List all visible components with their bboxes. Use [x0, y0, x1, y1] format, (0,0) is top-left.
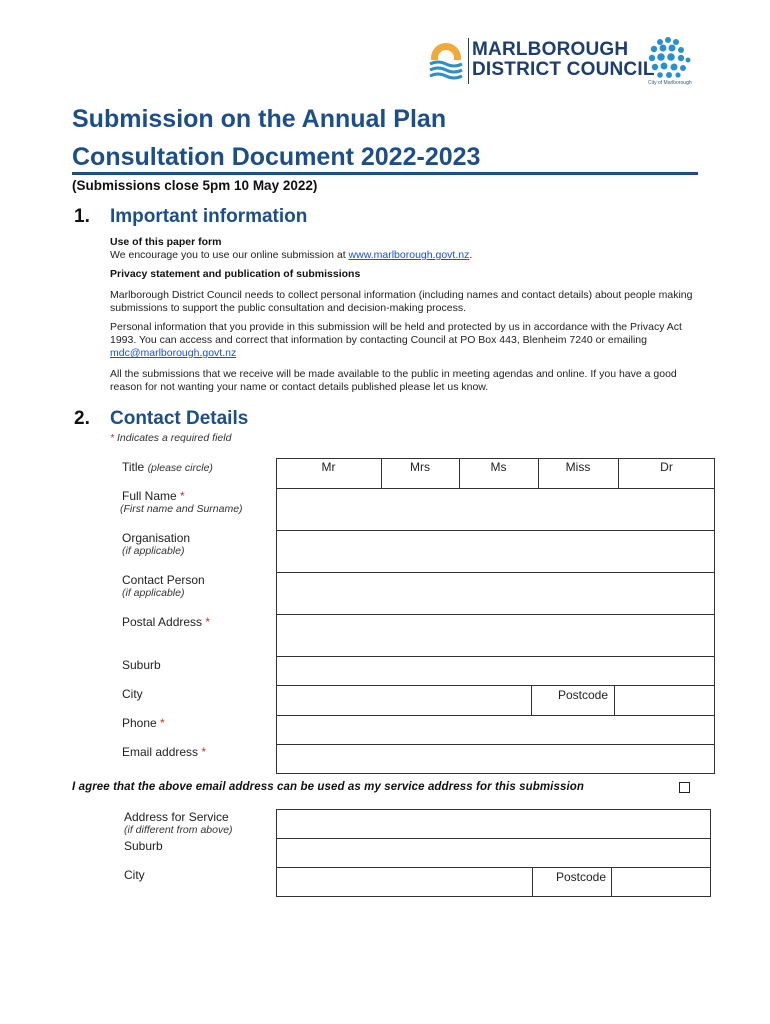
title-option-miss[interactable]: Miss	[565, 460, 591, 474]
organisation-hint: (if applicable)	[122, 545, 185, 557]
required-note: * Indicates a required field	[110, 432, 232, 444]
postcode-field[interactable]	[614, 685, 715, 716]
service-address-checkbox[interactable]	[679, 782, 690, 793]
phone-field[interactable]	[276, 715, 715, 745]
title-option-dr[interactable]: Dr	[660, 460, 673, 474]
title-divider	[72, 172, 698, 175]
page-title: Submission on the Annual Plan Consultation Document 2022-2023	[72, 105, 481, 171]
organisation-field[interactable]	[276, 530, 715, 573]
full-name-label: Full Name *	[122, 489, 185, 503]
seal-caption: City of Marlborough	[648, 80, 692, 86]
service-city-label: City	[124, 868, 145, 882]
privacy-paragraph-1: Marlborough District Council needs to collect personal information (including names and contact details) about people making submissions to support the public consultation and decision-making process.	[110, 289, 693, 314]
title-option-mr[interactable]: Mr	[321, 460, 336, 474]
sun-waves-icon	[428, 43, 464, 80]
title-option-mrs[interactable]: Mrs	[410, 460, 430, 474]
service-suburb-label: Suburb	[124, 839, 163, 853]
service-postcode-field[interactable]	[611, 867, 711, 897]
service-postcode-label-cell	[532, 867, 612, 897]
organisation-label: Organisation	[122, 531, 191, 545]
section2-heading: 2. Contact Details	[74, 408, 249, 429]
full-name-hint: (First name and Surname)	[120, 503, 243, 515]
full-name-field[interactable]	[276, 488, 715, 531]
contact-person-label: Contact Person	[122, 573, 205, 587]
service-city-field[interactable]	[276, 867, 533, 897]
dotted-seal-icon	[649, 37, 691, 78]
suburb-field[interactable]	[276, 656, 715, 686]
use-paper-form: Use of this paper form We encourage you to use our online submission at www.marlborough.govt.nz.	[110, 236, 473, 261]
postal-address-field[interactable]	[276, 614, 715, 657]
suburb-label: Suburb	[122, 658, 161, 672]
service-postcode-label: Postcode	[555, 870, 606, 884]
email-label: Email address *	[122, 745, 207, 759]
phone-label: Phone *	[122, 716, 165, 730]
city-label: City	[122, 687, 143, 701]
org-name: MARLBOROUGH DISTRICT COUNCIL	[472, 39, 655, 80]
title-label: Title (please circle)	[122, 460, 213, 474]
submission-deadline: (Submissions close 5pm 10 May 2022)	[72, 178, 318, 193]
contact-person-field[interactable]	[276, 572, 715, 615]
city-field[interactable]	[276, 685, 532, 716]
privacy-paragraph-3: All the submissions that we receive will be made available to the public in meeting agendas and online. If you have a good reason for not wanting your name or contact details published please let us know.	[110, 368, 677, 393]
service-suburb-field[interactable]	[276, 838, 711, 868]
privacy-paragraph-2: Personal information that you provide in this submission will be held and protected by us in accordance with the Privacy Act 1993. You can access and correct that information by contacting Council at PO Box 443, Blenheim 7240 or emailing mdc@marlborough.govt.nz	[110, 321, 682, 359]
section1-heading: 1. Important information	[74, 206, 308, 227]
service-address-field[interactable]	[276, 809, 711, 839]
email-link[interactable]: mdc@marlborough.govt.nz	[110, 347, 237, 359]
postal-address-label: Postal Address *	[122, 615, 211, 629]
service-address-agreement: I agree that the above email address can be used as my service address for this submission	[72, 781, 585, 793]
privacy-heading: Privacy statement and publication of submissions	[110, 268, 361, 280]
contact-person-hint: (if applicable)	[122, 587, 185, 599]
email-field[interactable]	[276, 744, 715, 774]
postcode-label-cell	[531, 685, 615, 716]
title-option-ms[interactable]: Ms	[490, 460, 507, 474]
service-address-label: Address for Service	[124, 810, 229, 824]
website-link[interactable]: www.marlborough.govt.nz	[348, 249, 470, 261]
service-address-hint: (if different from above)	[124, 824, 233, 836]
postcode-label: Postcode	[557, 688, 608, 702]
